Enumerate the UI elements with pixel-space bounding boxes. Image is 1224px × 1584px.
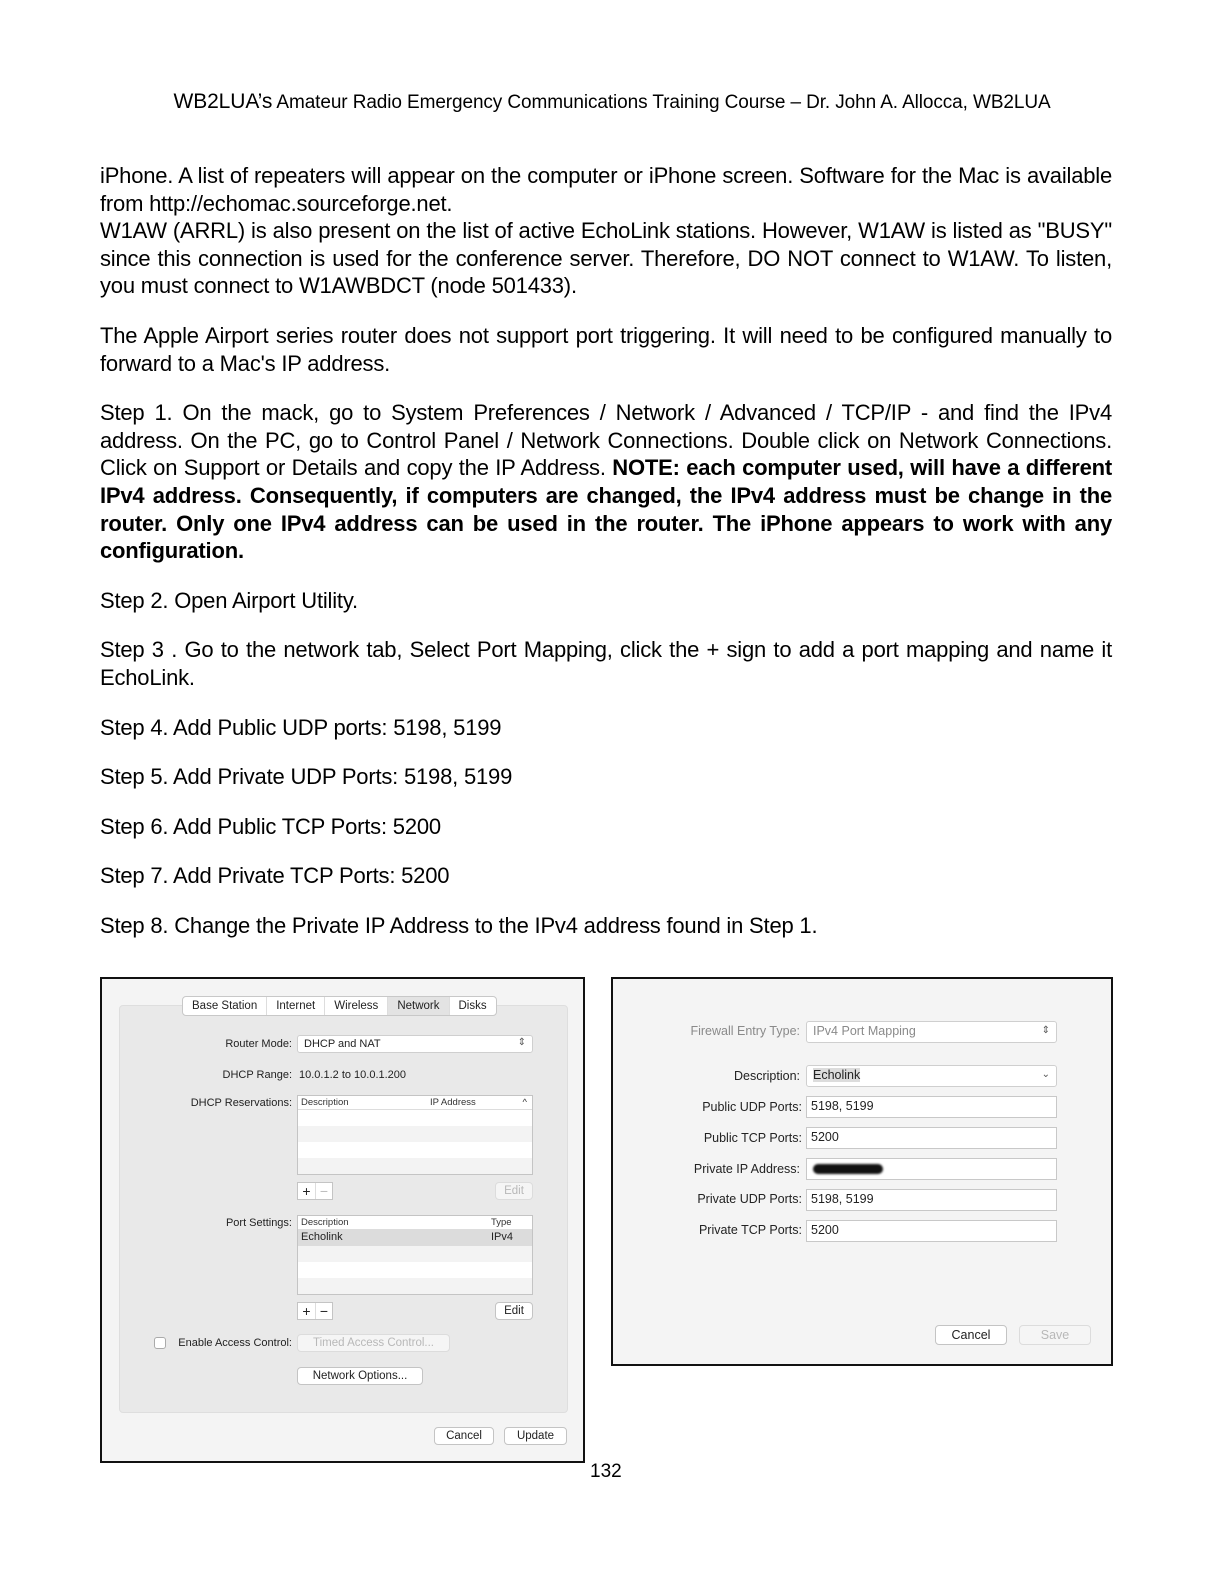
enable-access-control-label: Enable Access Control:: [178, 1337, 292, 1349]
paragraph-step7: Step 7. Add Private TCP Ports: 5200: [100, 863, 450, 889]
sort-ascending-icon: ^: [522, 1097, 527, 1108]
firewall-entry-type-label: Firewall Entry Type:: [690, 1024, 800, 1038]
description-label: Description:: [734, 1069, 800, 1083]
dhcp-reservations-label: DHCP Reservations:: [190, 1097, 292, 1109]
table-row: [298, 1142, 532, 1158]
tab-network[interactable]: Network: [388, 997, 449, 1015]
save-button[interactable]: Save: [1019, 1325, 1091, 1345]
table-row: [298, 1158, 532, 1174]
private-tcp-ports-label: Private TCP Ports:: [698, 1223, 802, 1237]
paragraph-step5: Step 5. Add Private UDP Ports: 5198, 5199: [100, 764, 513, 790]
paragraph-airport: The Apple Airport series router does not support port triggering. It will need to be configured manually to forward to a Mac's IP address.: [100, 322, 1112, 376]
router-mode-value: DHCP and NAT: [304, 1038, 381, 1050]
dhcp-reservations-table[interactable]: [297, 1095, 533, 1175]
table-row: [298, 1110, 532, 1126]
dhcp-range-value: 10.0.1.2 to 10.0.1.200: [299, 1069, 407, 1081]
remove-port-button[interactable]: −: [315, 1303, 332, 1319]
tab-base-station[interactable]: Base Station: [183, 997, 267, 1015]
public-tcp-ports-input[interactable]: 5200: [806, 1127, 1057, 1149]
body-text: [100, 162, 1112, 961]
description-value: Echolink: [813, 1068, 861, 1082]
public-udp-ports-input[interactable]: 5198, 5199: [806, 1096, 1057, 1118]
table-header: [298, 1216, 532, 1230]
public-udp-ports-label: Public UDP Ports:: [702, 1100, 802, 1114]
tab-internet[interactable]: Internet: [267, 997, 325, 1015]
airport-network-screenshot: [100, 977, 585, 1463]
add-port-button[interactable]: +: [302, 1303, 311, 1319]
private-tcp-ports-input[interactable]: 5200: [806, 1220, 1057, 1242]
table-row: [298, 1278, 532, 1294]
port-settings-label: Port Settings:: [225, 1217, 292, 1229]
network-options-button[interactable]: Network Options...: [297, 1367, 423, 1385]
update-button[interactable]: Update: [504, 1427, 567, 1445]
paragraph-w1aw: W1AW (ARRL) is also present on the list of active EchoLink stations. However, W1AW is listed as "BUSY" since this connection is used for the conference server. Therefore, DO NOT connect to W1AW. To listen, you must connect to W1AWBDCT (node 501433).: [100, 218, 1112, 299]
paragraph-software: iPhone. A list of repeaters will appear on the computer or iPhone screen. Software for the Mac is available from http://echomac.sourceforge.net.: [100, 163, 1112, 216]
add-reservation-button[interactable]: +: [302, 1183, 311, 1199]
page-header: [0, 90, 1224, 114]
port-settings-table[interactable]: [297, 1215, 533, 1295]
paragraph-step1: [100, 399, 1112, 565]
port-edit-button[interactable]: Edit: [495, 1302, 533, 1320]
private-udp-ports-input[interactable]: 5198, 5199: [806, 1189, 1057, 1211]
column-type[interactable]: Type: [491, 1217, 512, 1228]
chevron-down-icon: ⌄: [1041, 1069, 1050, 1080]
private-ip-address-label: Private IP Address:: [693, 1162, 800, 1176]
remove-reservation-button[interactable]: −: [315, 1183, 332, 1199]
timed-access-control-button[interactable]: Timed Access Control...: [297, 1334, 450, 1352]
router-mode-label: Router Mode:: [225, 1038, 292, 1050]
redacted-ip-mark: [813, 1164, 883, 1174]
dhcp-range-label: DHCP Range:: [222, 1069, 292, 1081]
step1-text: Step 1. On the mack, go to System Preferences / Network / Advanced / TCP/IP - and find the IPv4 address. On the PC, go to Control Panel / Network Connections. Double click on Network Connections. Click on Support or Details and copy the IP Address.: [100, 400, 1112, 481]
paragraph-step4: Step 4. Add Public UDP ports: 5198, 5199: [100, 714, 502, 740]
port-add-remove-buttons: [297, 1302, 333, 1320]
tab-bar: [182, 996, 497, 1016]
paragraph-step3: Step 3 . Go to the network tab, Select Port Mapping, click the + sign to add a port mapping and name it EchoLink.: [100, 637, 1112, 690]
dhcp-add-remove-buttons: [297, 1182, 333, 1200]
table-row: [298, 1262, 532, 1278]
port-row-type: IPv4: [491, 1231, 514, 1243]
table-row: [298, 1126, 532, 1142]
table-row: [298, 1246, 532, 1262]
header-callsign: WB2LUA’s: [173, 90, 273, 113]
page-number: 132: [590, 1461, 622, 1482]
router-mode-select[interactable]: [297, 1035, 533, 1053]
port-row-description: Echolink: [301, 1231, 343, 1243]
paragraph-step8: Step 8. Change the Private IP Address to the IPv4 address found in Step 1.: [100, 912, 818, 938]
column-description[interactable]: Description: [301, 1097, 349, 1108]
private-udp-ports-label: Private UDP Ports:: [697, 1192, 802, 1206]
column-ip-address[interactable]: IP Address: [430, 1097, 476, 1108]
description-combobox[interactable]: [806, 1065, 1057, 1087]
updown-chevron-icon: ⇕: [517, 1037, 526, 1048]
tab-disks[interactable]: Disks: [458, 1000, 487, 1012]
column-description[interactable]: Description: [301, 1217, 349, 1228]
paragraph-step2: Step 2. Open Airport Utility.: [100, 587, 358, 613]
tab-wireless[interactable]: Wireless: [325, 997, 388, 1015]
cancel-button[interactable]: Cancel: [434, 1427, 494, 1445]
private-ip-address-input[interactable]: [806, 1158, 1057, 1180]
cancel-button[interactable]: Cancel: [935, 1325, 1007, 1345]
updown-chevron-icon: ⇕: [1041, 1025, 1050, 1036]
dhcp-edit-button[interactable]: Edit: [495, 1182, 533, 1200]
table-row[interactable]: [298, 1230, 532, 1246]
public-tcp-ports-label: Public TCP Ports:: [703, 1131, 802, 1145]
firewall-entry-type-select[interactable]: [806, 1021, 1057, 1043]
port-mapping-screenshot: [611, 977, 1113, 1366]
paragraph-step6: Step 6. Add Public TCP Ports: 5200: [100, 813, 441, 839]
firewall-entry-type-value: IPv4 Port Mapping: [813, 1024, 916, 1038]
step1-note: NOTE: each computer used, will have a different IPv4 address. Consequently, if computers are changed, the IPv4 address must be change in the router. Only one IPv4 address can be used in the router. The iPhone appears to work with any configuration.: [100, 455, 1112, 564]
table-header: [298, 1096, 532, 1110]
header-title: Amateur Radio Emergency Communications Training Course – Dr. John A. Allocca, WB2LUA: [276, 92, 1051, 113]
